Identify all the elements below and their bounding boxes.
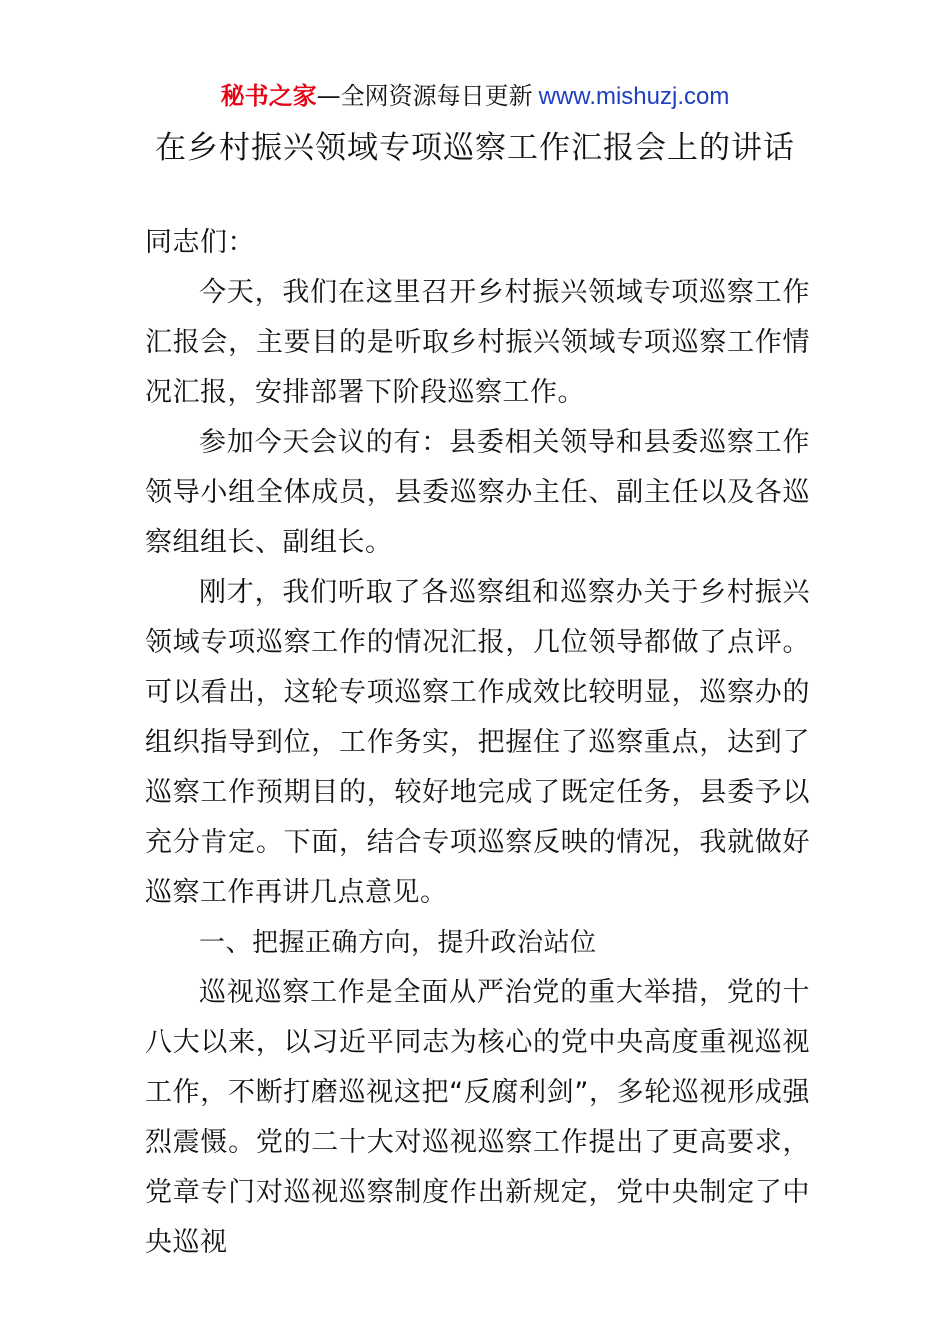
site-tagline: —全网资源每日更新 bbox=[316, 82, 533, 110]
section-heading: 一、把握正确方向，提升政治站位 bbox=[199, 928, 597, 958]
body-paragraph: 参加今天会议的有：县委相关领导和县委巡察工作领导小组全体成员，县委巡察办主任、副主任以及各巡察组组长、副组长。 bbox=[145, 427, 810, 558]
site-brand: 秘书之家 bbox=[220, 82, 317, 110]
body-paragraph: 巡视巡察工作是全面从严治党的重大举措，党的十八大以来，以习近平同志为核心的党中央高度重视巡视工作，不断打磨巡视这把“反腐利剑”，多轮巡视形成强烈震慑。党的二十大对巡视巡察工作提出了更高要求，党章专门对巡视巡察制度作出新规定，党中央制定了中央巡视 bbox=[145, 977, 810, 1258]
body-paragraph: 今天，我们在这里召开乡村振兴领域专项巡察工作汇报会，主要目的是听取乡村振兴领域专项巡察工作情况汇报，安排部署下阶段巡察工作。 bbox=[145, 277, 810, 408]
site-header bbox=[0, 80, 950, 113]
body-paragraph: 刚才，我们听取了各巡察组和巡察办关于乡村振兴领域专项巡察工作的情况汇报，几位领导都做了点评。可以看出，这轮专项巡察工作成效比较明显，巡察办的组织指导到位，工作务实，把握住了巡察重点，达到了巡察工作预期目的，较好地完成了既定任务，县委予以充分肯定。下面，结合专项巡察反映的情况，我就做好巡察工作再讲几点意见。 bbox=[145, 577, 810, 908]
site-url-link[interactable]: www.mishuzj.com bbox=[538, 83, 730, 110]
document-body bbox=[145, 218, 810, 1268]
document-title: 在乡村振兴领域专项巡察工作汇报会上的讲话 bbox=[155, 130, 795, 166]
salutation: 同志们： bbox=[145, 227, 255, 258]
